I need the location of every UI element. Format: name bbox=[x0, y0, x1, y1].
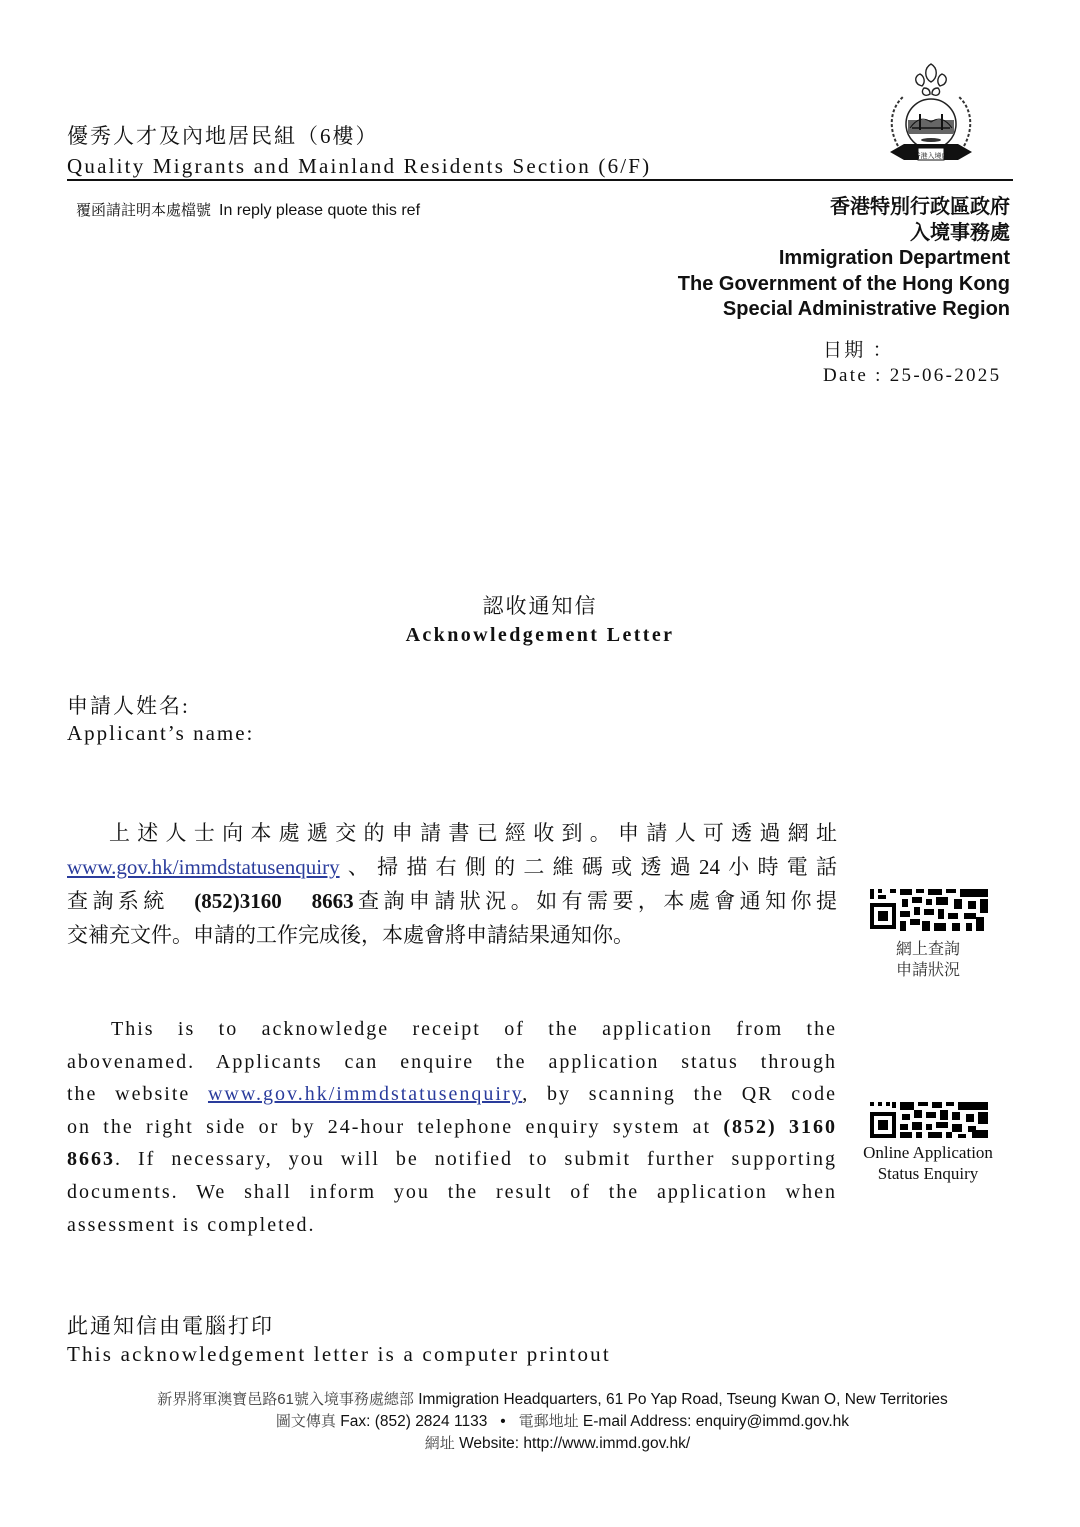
qr-caption-zh-line1: 網上查詢 bbox=[895, 941, 960, 958]
qr-caption-en-line1: Online Application bbox=[863, 1143, 993, 1162]
reply-reference bbox=[76, 199, 420, 220]
footer-website-zh: 網址 bbox=[424, 1435, 455, 1452]
government-name-zh: 香港特別行政區政府 bbox=[830, 196, 1010, 218]
government-name-en-line1: The Government of the Hong Kong bbox=[677, 272, 1010, 295]
letter-title-en: Acknowledgement Letter bbox=[405, 624, 675, 646]
para-zh-line3-post: 查詢申請狀況。如有需要，本處會通知你提 bbox=[353, 889, 837, 913]
department-name-zh: 入境事務處 bbox=[910, 221, 1010, 244]
header-divider bbox=[67, 179, 1013, 181]
date-value: 25-06-2025 bbox=[889, 365, 1002, 386]
date-label-en: Date : bbox=[823, 365, 890, 386]
para-en-line1: This is to acknowledge receipt of the application from the bbox=[111, 1018, 837, 1040]
reply-ref-label-en: In reply please quote this ref bbox=[219, 202, 421, 219]
enquiry-phone-en-part1: (852) 3160 bbox=[723, 1115, 837, 1138]
footer bbox=[0, 1389, 1080, 1455]
section-name-en: Quality Migrants and Mainland Residents Section (6/F) bbox=[67, 154, 652, 178]
status-enquiry-link-zh[interactable]: www.gov.hk/immdstatusenquiry bbox=[67, 855, 340, 879]
footer-website bbox=[0, 1433, 1080, 1455]
footer-contact bbox=[0, 1411, 1080, 1433]
body-paragraph-en bbox=[67, 1013, 837, 1241]
svg-text:香港入境處: 香港入境處 bbox=[913, 152, 949, 160]
applicant-name-label-en: Applicant’s name: bbox=[67, 721, 255, 745]
qr-caption-en-line2: Status Enquiry bbox=[877, 1164, 979, 1183]
para-zh-line4: 交補充文件。申請的工作完成後，本處會將申請結果通知你。 bbox=[67, 923, 634, 947]
para-zh-line2-text: 、掃描右側的二維碼或透過24小時電話 bbox=[339, 855, 837, 879]
para-en-line4-pre: on the right side or by 24-hour telephone enquiry system at bbox=[67, 1115, 724, 1138]
enquiry-phone-zh: (852)3160 8663 bbox=[194, 889, 354, 913]
qr-code-zh-icon bbox=[870, 889, 988, 931]
printout-note-zh: 此通知信由電腦打印 bbox=[67, 1314, 274, 1338]
department-block bbox=[678, 195, 1010, 323]
qr-caption-zh bbox=[848, 939, 1008, 981]
department-name-en: Immigration Department bbox=[778, 247, 1010, 269]
footer-email-zh: 電郵地址 bbox=[518, 1413, 579, 1430]
applicant-name-label-zh: 申請人姓名: bbox=[67, 694, 190, 718]
para-en-line6: documents. We shall inform you the result of the application when bbox=[67, 1180, 837, 1203]
para-zh-line3 bbox=[67, 884, 837, 918]
footer-fax-zh: 圖文傳真 bbox=[275, 1413, 336, 1430]
reply-ref-label-zh: 覆函請註明本處檔號 bbox=[76, 202, 212, 219]
body-paragraph-zh bbox=[67, 816, 837, 952]
para-zh-line3-pre: 查詢系統 bbox=[67, 889, 195, 913]
footer-separator: • bbox=[500, 1413, 506, 1430]
para-en-line7: assessment is completed. bbox=[67, 1213, 316, 1236]
para-en-line4 bbox=[67, 1111, 837, 1144]
section-name-zh: 優秀人才及內地居民組（6樓） bbox=[67, 124, 379, 148]
date-label-zh: 日期 ： bbox=[823, 340, 894, 361]
date-block bbox=[823, 338, 1001, 388]
letter-title-zh: 認收通知信 bbox=[482, 594, 598, 618]
enquiry-phone-en-part2: 8663 bbox=[67, 1148, 115, 1171]
status-enquiry-link-en[interactable]: www.gov.hk/immdstatusenquiry bbox=[207, 1083, 523, 1106]
para-en-line5-post: . If necessary, you will be notified to submit further supporting bbox=[115, 1148, 837, 1171]
footer-address-en: Immigration Headquarters, 61 Po Yap Road, Tseung Kwan O, New Territories bbox=[418, 1391, 948, 1408]
footer-address bbox=[0, 1389, 1080, 1411]
immigration-emblem-icon bbox=[884, 58, 978, 170]
footer-email-en[interactable]: E-mail Address: enquiry@immd.gov.hk bbox=[582, 1413, 850, 1430]
footer-website-en[interactable]: Website: http://www.immd.gov.hk/ bbox=[459, 1435, 691, 1452]
para-en-line3-pre: the website bbox=[67, 1083, 208, 1106]
footer-address-zh: 新界將軍澳寶邑路61號入境事務處總部 bbox=[157, 1391, 414, 1408]
footer-fax-en: Fax: (852) 2824 1133 bbox=[340, 1413, 488, 1430]
para-en-line5 bbox=[67, 1143, 837, 1176]
printout-note-en: This acknowledgement letter is a computer printout bbox=[67, 1342, 611, 1366]
para-en-line3-post: , by scanning the QR code bbox=[522, 1083, 837, 1106]
qr-code-en-icon bbox=[870, 1102, 988, 1144]
qr-caption-en bbox=[848, 1142, 1008, 1184]
para-en-line2: abovenamed. Applicants can enquire the application status through bbox=[67, 1050, 837, 1073]
qr-caption-zh-line2: 申請狀況 bbox=[895, 962, 960, 979]
para-en-line3 bbox=[67, 1078, 837, 1111]
para-zh-line2 bbox=[67, 850, 837, 884]
government-name-en-line2: Special Administrative Region bbox=[722, 298, 1010, 320]
para-zh-line1: 上述人士向本處遞交的申請書已經收到。申請人可透過網址 bbox=[109, 821, 837, 845]
